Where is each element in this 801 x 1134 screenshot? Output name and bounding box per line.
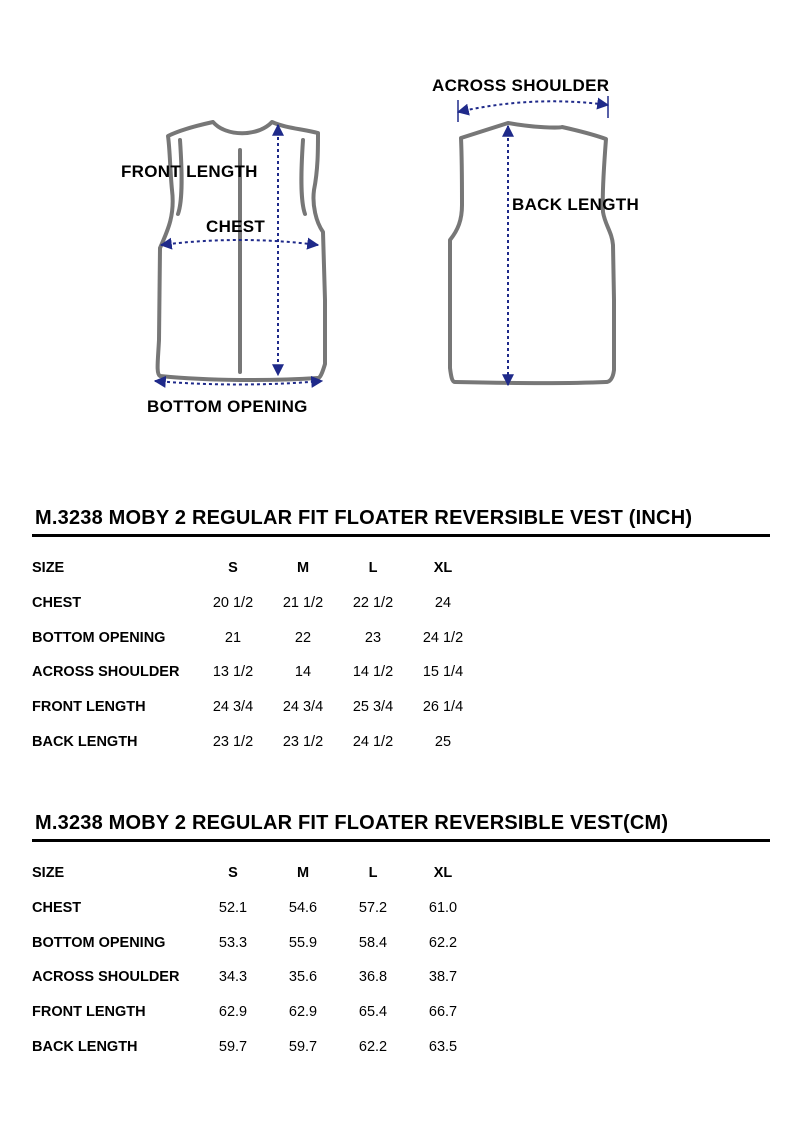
table-title: M.3238 MOBY 2 REGULAR FIT FLOATER REVERSIBLE VEST (INCH): [35, 507, 693, 529]
table-row: [32, 690, 478, 725]
cell-value: 57.2: [358, 900, 388, 917]
vest-drawings: [0, 0, 801, 460]
label-across-shoulder: ACROSS SHOULDER: [432, 76, 610, 95]
header-xl: XL: [433, 865, 453, 882]
cell-value: 59.7: [288, 1038, 318, 1055]
label-back-length: BACK LENGTH: [512, 195, 640, 214]
size-chart-cm: [32, 856, 478, 1064]
cell-value: 34.3: [218, 969, 248, 986]
cell-value: 24 3/4: [282, 699, 324, 716]
cell-value: 62.2: [358, 1038, 388, 1055]
header-row: [32, 856, 478, 891]
row-label: FRONT LENGTH: [32, 1004, 146, 1021]
vest-measurement-diagram: [0, 0, 801, 460]
cell-value: 24 3/4: [212, 699, 254, 716]
cell-value: 65.4: [358, 1004, 388, 1021]
cell-value: 24: [434, 595, 452, 612]
row-label: FRONT LENGTH: [32, 699, 146, 716]
cell-value: 23 1/2: [282, 733, 324, 750]
cell-value: 58.4: [358, 934, 388, 951]
header-row: [32, 551, 478, 586]
header-l: L: [368, 560, 378, 577]
cell-value: 21 1/2: [282, 595, 324, 612]
cell-value: 24 1/2: [422, 629, 464, 646]
cell-value: 63.5: [428, 1038, 458, 1055]
cell-value: 26 1/4: [422, 699, 464, 716]
row-label: ACROSS SHOULDER: [32, 969, 180, 986]
row-label: BOTTOM OPENING: [32, 934, 166, 951]
header-size: SIZE: [32, 865, 65, 882]
cell-value: 38.7: [428, 969, 458, 986]
title-divider: [32, 534, 770, 537]
size-table-inch: [32, 508, 772, 759]
cell-value: 36.8: [358, 969, 388, 986]
cell-value: 22 1/2: [352, 595, 394, 612]
cell-value: 14 1/2: [352, 664, 394, 681]
cell-value: 13 1/2: [212, 664, 254, 681]
cell-value: 61.0: [428, 900, 458, 917]
label-bottom-opening: BOTTOM OPENING: [147, 397, 308, 416]
cell-value: 21: [224, 629, 242, 646]
cell-value: 53.3: [218, 934, 248, 951]
row-label: BACK LENGTH: [32, 1038, 138, 1055]
title-divider: [32, 839, 770, 842]
cell-value: 66.7: [428, 1004, 458, 1021]
across-shoulder-arrow: [458, 101, 608, 112]
row-label: ACROSS SHOULDER: [32, 664, 180, 681]
row-label: BOTTOM OPENING: [32, 629, 166, 646]
header-m: M: [296, 560, 310, 577]
front-vest-outline: [158, 122, 325, 380]
label-front-length: FRONT LENGTH: [121, 162, 258, 181]
cell-value: 62.2: [428, 934, 458, 951]
header-l: L: [368, 865, 378, 882]
table-row: [32, 960, 478, 995]
cell-value: 25 3/4: [352, 699, 394, 716]
table-row: [32, 1029, 478, 1064]
cell-value: 20 1/2: [212, 595, 254, 612]
cell-value: 54.6: [288, 900, 318, 917]
cell-value: 59.7: [218, 1038, 248, 1055]
cell-value: 62.9: [288, 1004, 318, 1021]
header-s: S: [228, 560, 238, 577]
header-xl: XL: [433, 560, 453, 577]
back-vest-outline: [450, 123, 614, 383]
size-table-cm: [32, 813, 772, 1064]
cell-value: 24 1/2: [352, 733, 394, 750]
table-row: [32, 724, 478, 759]
cell-value: 22: [294, 629, 312, 646]
table-row: [32, 891, 478, 926]
cell-value: 25: [434, 733, 452, 750]
header-m: M: [296, 865, 310, 882]
table-row: [32, 586, 478, 621]
header-s: S: [228, 865, 238, 882]
cell-value: 35.6: [288, 969, 318, 986]
table-row: [32, 925, 478, 960]
table-row: [32, 995, 478, 1030]
cell-value: 62.9: [218, 1004, 248, 1021]
size-chart-inch: [32, 551, 478, 759]
row-label: CHEST: [32, 900, 82, 917]
table-row: [32, 655, 478, 690]
cell-value: 14: [294, 664, 312, 681]
row-label: BACK LENGTH: [32, 733, 138, 750]
cell-value: 15 1/4: [422, 664, 464, 681]
header-size: SIZE: [32, 560, 65, 577]
label-chest: CHEST: [206, 217, 266, 236]
cell-value: 55.9: [288, 934, 318, 951]
table-row: [32, 620, 478, 655]
cell-value: 23: [364, 629, 382, 646]
row-label: CHEST: [32, 595, 82, 612]
cell-value: 52.1: [218, 900, 248, 917]
table-title: M.3238 MOBY 2 REGULAR FIT FLOATER REVERSIBLE VEST(CM): [35, 812, 669, 834]
cell-value: 23 1/2: [212, 733, 254, 750]
